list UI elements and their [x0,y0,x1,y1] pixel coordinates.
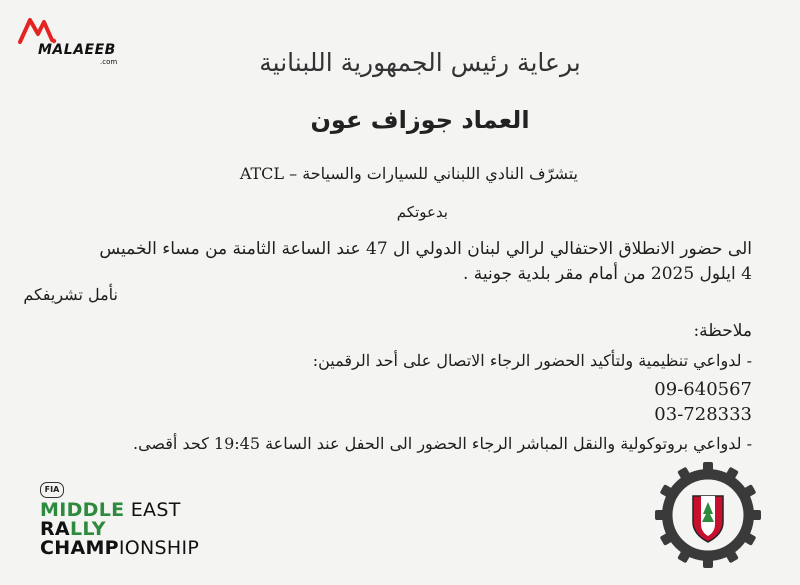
closing-line: نأمل تشريفكم [23,285,118,304]
mer-line-3 [40,537,199,559]
note-rsvp: - لدواعي تنظيمية ولتأكيد الحضور الرجاء الاتصال على أحد الرقمين: [312,351,752,370]
mer-line-2b: LLY [69,518,106,540]
logo-subtext: .com [100,58,118,66]
logo-mark-icon [14,14,114,44]
president-name: العماد جوزاف عون [310,106,530,134]
phone-number-1[interactable]: 09-640567 [654,379,752,400]
atcl-emblem [655,462,761,568]
logo-text: MALAEEB [38,42,116,58]
host-line: يتشرّف النادي اللبناني للسيارات والسياحة – ATCL [239,164,578,183]
patronage-line: برعاية رئيس الجمهورية اللبنانية [259,48,581,77]
fia-badge: FIA [40,482,64,498]
malaeeb-logo[interactable] [14,14,118,66]
mer-line-1b: EAST [124,499,181,521]
mer-line-3a: CHAMP [40,537,119,559]
event-description: الى حضور الانطلاق الاحتفالي لرالي لبنان الدولي ال 47 عند الساعة الثامنة من مساء الخميس 4 ايلول 2025 من أمام مقر بلدية جونية . [99,239,752,284]
phone-number-2[interactable]: 03-728333 [654,404,752,425]
gear-emblem-icon [655,462,761,568]
mer-line-1a: MIDDLE [40,499,125,521]
mer-line-2a: RA [40,518,70,540]
note-arrival-time: - لدواعي بروتوكولية والنقل المباشر الرجاء الحضور الى الحفل عند الساعة 19:45 كحد أقصى. [132,434,752,453]
invite-line: بدعوتكم [396,203,448,221]
mer-line-3b: IONSHIP [118,537,200,559]
note-label: ملاحظة: [693,321,752,341]
